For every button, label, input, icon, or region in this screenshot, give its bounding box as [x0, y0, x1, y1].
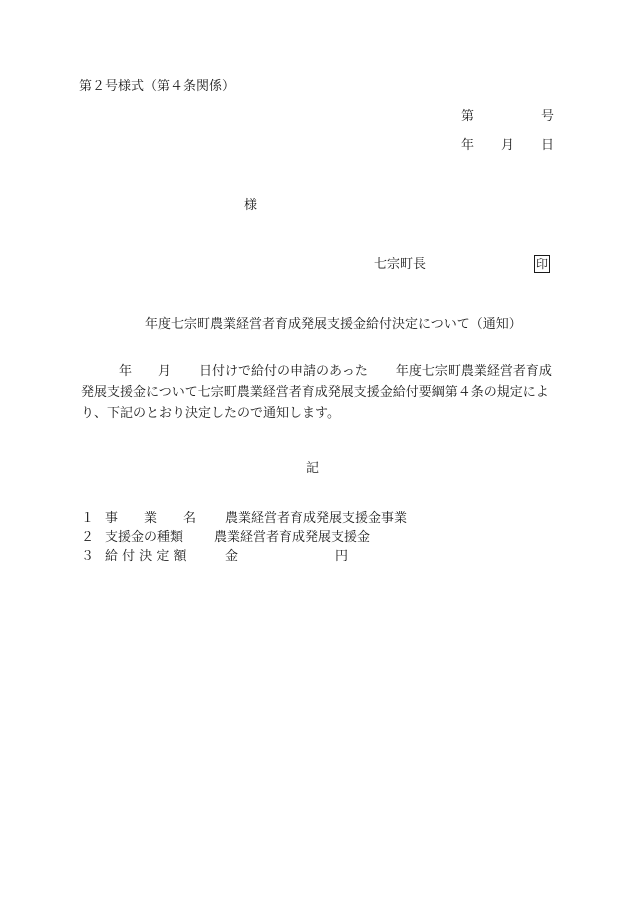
- body-application-text: 日付けで給付の申請のあった: [199, 364, 368, 379]
- date-month-label: 月: [501, 138, 515, 153]
- document-number-prefix: 第: [461, 109, 475, 124]
- issuer-title: 七宗町長: [374, 257, 427, 272]
- date-day-label: 日: [541, 138, 555, 153]
- body-line-3: り、下記のとおり決定したので通知します。: [81, 406, 340, 421]
- body-line-2: 発展支援金について七宗町農業経営者育成発展支援金給付要綱第４条の規定によ: [81, 385, 549, 400]
- item-unit: 円: [335, 549, 349, 564]
- item-value: 農業経営者育成発展支援金事業: [225, 511, 408, 526]
- item-number: ２: [81, 530, 95, 545]
- body-year-label: 年: [119, 364, 133, 379]
- ki-heading: 記: [306, 461, 320, 476]
- item-value: 金: [225, 549, 239, 564]
- document-subject: 年度七宗町農業経営者育成発展支援金給付決定について（通知）: [145, 317, 522, 332]
- item-label: 事 業 名: [105, 511, 197, 526]
- document-number-suffix: 号: [541, 109, 555, 124]
- list-item: [81, 512, 407, 525]
- list-item: [81, 531, 370, 544]
- item-label: 給 付 決 定 額: [105, 549, 187, 564]
- item-number: １: [81, 511, 95, 526]
- date-year-label: 年: [461, 138, 475, 153]
- body-line-1: [81, 365, 552, 378]
- seal-mark: 印: [535, 257, 548, 271]
- addressee-honorific: 様: [244, 198, 258, 213]
- list-item: [81, 550, 348, 563]
- body-fiscal-year-text: 年度七宗町農業経営者育成: [395, 364, 552, 379]
- item-value: 農業経営者育成発展支援金: [214, 530, 371, 545]
- form-number: 第２号様式（第４条関係）: [79, 79, 236, 94]
- item-number: ３: [81, 549, 95, 564]
- item-label: 支援金の種類: [105, 530, 184, 545]
- body-month-label: 月: [158, 364, 172, 379]
